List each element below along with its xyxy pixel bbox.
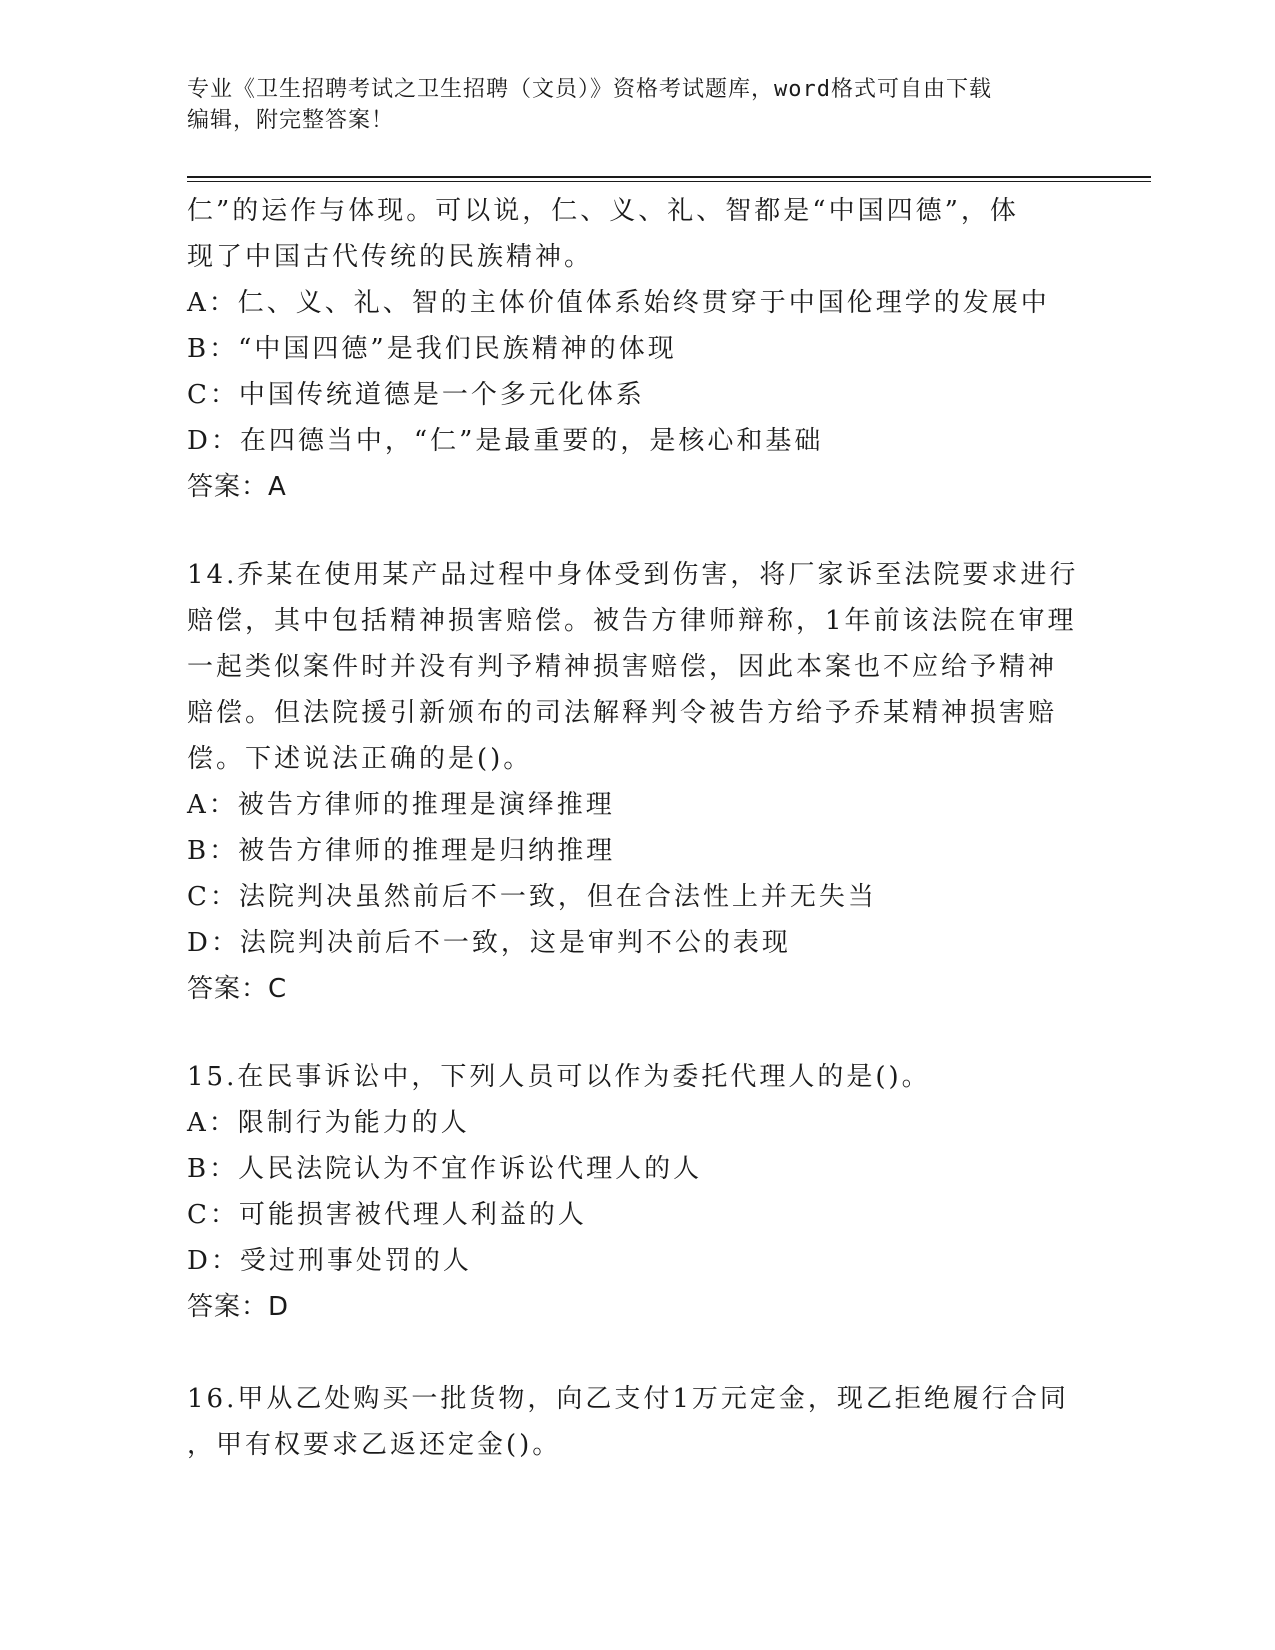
header-rule-thin <box>187 181 1151 182</box>
question-14 <box>187 552 1087 1012</box>
spacer <box>187 510 1087 552</box>
spacer <box>187 1330 1087 1376</box>
question-text-line: 偿。下述说法正确的是()。 <box>187 744 533 774</box>
option-a: A：限制行为能力的人 <box>187 1108 470 1138</box>
option-a: A：仁、义、礼、智的主体价值体系始终贯穿于中国伦理学的发展中 <box>187 288 1050 318</box>
option-b: B：人民法院认为不宜作诉讼代理人的人 <box>187 1154 703 1184</box>
option-c: C：中国传统道德是一个多元化体系 <box>187 380 645 410</box>
option-c: C：可能损害被代理人利益的人 <box>187 1200 587 1230</box>
question-16 <box>187 1376 1087 1468</box>
option-c: C：法院判决虽然前后不一致，但在合法性上并无失当 <box>187 882 877 912</box>
option-d: D：在四德当中，“仁”是最重要的，是核心和基础 <box>187 426 824 456</box>
question-text-line: 14.乔某在使用某产品过程中身体受到伤害，将厂家诉至法院要求进行 <box>187 560 1079 590</box>
option-b: B：“中国四德”是我们民族精神的体现 <box>187 334 677 364</box>
option-b: B：被告方律师的推理是归纳推理 <box>187 836 616 866</box>
question-text-line: 16.甲从乙处购买一批货物，向乙支付1万元定金，现乙拒绝履行合同 <box>187 1384 1069 1414</box>
option-d: D：受过刑事处罚的人 <box>187 1246 472 1276</box>
question-text-line: 现了中国古代传统的民族精神。 <box>187 242 594 272</box>
question-content <box>187 188 1087 1468</box>
question-text-line: 15.在民事诉讼中，下列人员可以作为委托代理人的是()。 <box>187 1062 931 1092</box>
page-header <box>187 74 1087 136</box>
question-13-continued <box>187 188 1087 510</box>
answer-line: 答案：A <box>187 472 287 502</box>
question-text-line: ，甲有权要求乙返还定金()。 <box>187 1430 562 1460</box>
question-text-line: 赔偿。但法院援引新颁布的司法解释判令被告方给予乔某精神损害赔 <box>187 698 1058 728</box>
header-rule-thick <box>187 176 1151 178</box>
spacer <box>187 1012 1087 1054</box>
question-text-line: 赔偿，其中包括精神损害赔偿。被告方律师辩称，1年前该法院在审理 <box>187 606 1077 636</box>
question-15 <box>187 1054 1087 1330</box>
option-d: D：法院判决前后不一致，这是审判不公的表现 <box>187 928 791 958</box>
question-text-line: 仁”的运作与体现。可以说，仁、义、礼、智都是“中国四德”，体 <box>187 196 1019 226</box>
answer-line: 答案：C <box>187 974 288 1004</box>
question-text-line: 一起类似案件时并没有判予精神损害赔偿，因此本案也不应给予精神 <box>187 652 1058 682</box>
option-a: A：被告方律师的推理是演绎推理 <box>187 790 615 820</box>
answer-line: 答案：D <box>187 1292 290 1322</box>
header-line-2: 编辑，附完整答案！ <box>187 108 395 133</box>
header-line-1: 专业《卫生招聘考试之卫生招聘（文员）》资格考试题库，word格式可自由下载 <box>187 77 992 102</box>
